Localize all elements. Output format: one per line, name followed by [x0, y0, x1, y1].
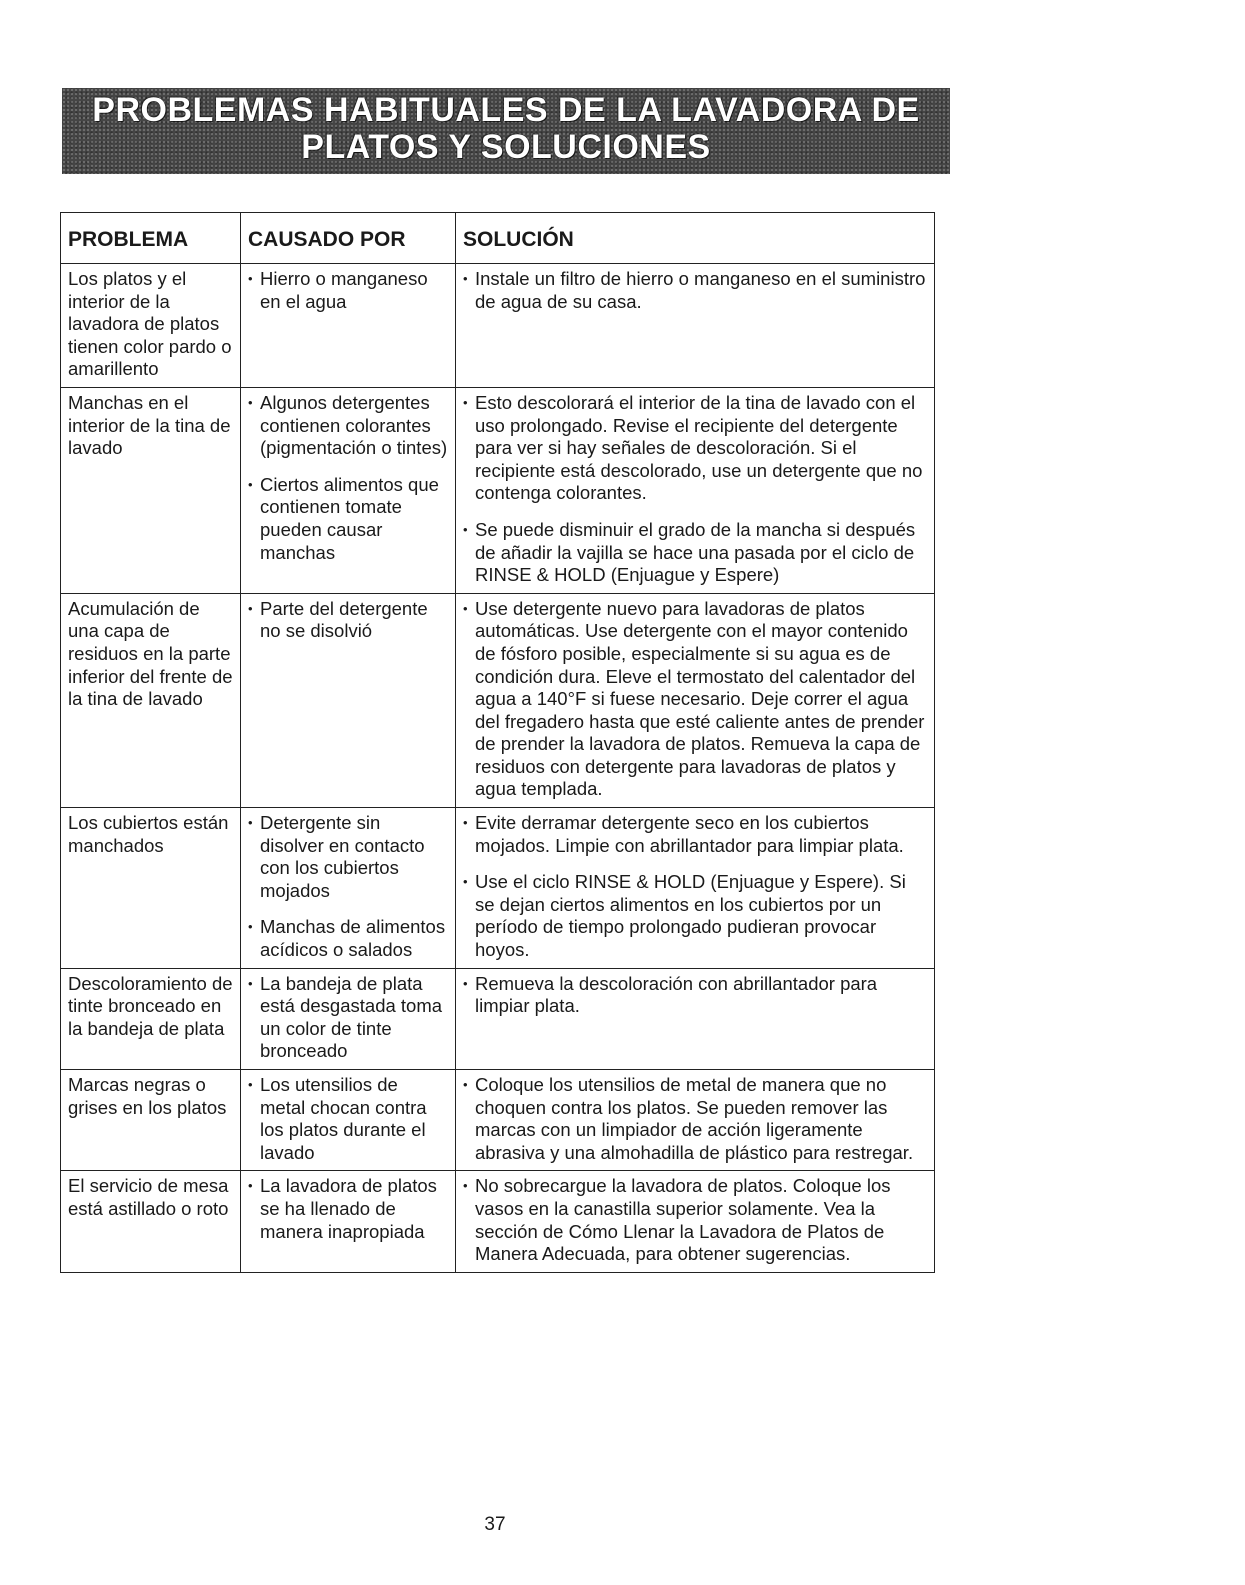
cause-text: La bandeja de plata está desgastada toma un color de tinte bronceado — [260, 972, 443, 1062]
solution-item — [463, 598, 927, 801]
cause-item — [248, 392, 448, 460]
solution-text: Remueva la descoloración con abrillantador para limpiar plata. — [475, 972, 878, 1017]
cause-item — [248, 1074, 448, 1164]
problem-cell: Manchas en el interior de la tina de lavado — [61, 387, 241, 593]
header-cause: CAUSADO POR — [241, 213, 456, 264]
cause-text: Parte del detergente no se disolvió — [260, 597, 428, 642]
solution-text: Coloque los utensilios de metal de manera que no choquen contra los platos. Se pueden remover las marcas con un limpiador de acción ligeramente abrasiva y una almohadilla de plástico para restregar. — [475, 1074, 914, 1163]
table-row — [61, 387, 935, 593]
table-row — [61, 1171, 935, 1272]
problem-cell: Los platos y el interior de la lavadora de platos tienen color pardo o amarillento — [61, 264, 241, 388]
cause-cell — [241, 1171, 456, 1272]
problem-cell: Marcas negras o grises en los platos — [61, 1070, 241, 1171]
page-number: 37 — [484, 1514, 506, 1535]
solution-item — [463, 392, 927, 505]
cause-cell — [241, 968, 456, 1069]
title-line-2: PLATOS Y SOLUCIONES — [301, 128, 711, 166]
title-banner — [62, 88, 950, 174]
solution-cell — [456, 593, 935, 807]
cause-text: La lavadora de platos se ha llenado de manera inapropiada — [260, 1175, 437, 1242]
cause-item — [248, 474, 448, 564]
solution-item — [463, 1074, 927, 1164]
bullet-icon: • — [463, 600, 468, 616]
solution-cell — [456, 968, 935, 1069]
cause-cell — [241, 593, 456, 807]
problem-cell: Descoloramiento de tinte bronceado en la bandeja de plata — [61, 968, 241, 1069]
cause-item — [248, 598, 448, 643]
bullet-icon: • — [248, 815, 253, 831]
cause-cell — [241, 1070, 456, 1171]
bullet-icon: • — [463, 975, 468, 991]
bullet-icon: • — [248, 394, 253, 410]
header-problem: PROBLEMA — [61, 213, 241, 264]
cause-cell — [241, 264, 456, 388]
table-row — [61, 593, 935, 807]
solution-text: Esto descolorará el interior de la tina de lavado con el uso prolongado. Revise el recipiente del detergente para ver si hay señales de descoloración. Si el recipiente está descolorado, use un detergente que no contenga colorantes. — [475, 391, 923, 504]
solution-text: No sobrecargue la lavadora de platos. Coloque los vasos en la canastilla superior solamente. Vea la sección de Cómo Llenar la Lavadora de Platos de Manera Adecuada, para obtener sugerencias. — [475, 1175, 891, 1265]
bullet-icon: • — [248, 476, 253, 492]
bullet-icon: • — [463, 1178, 468, 1194]
cause-text: Manchas de alimentos acídicos o salados — [260, 916, 446, 961]
solution-cell — [456, 264, 935, 388]
cause-item — [248, 973, 448, 1063]
cause-item — [248, 812, 448, 902]
cause-cell — [241, 808, 456, 969]
troubleshooting-table — [60, 212, 935, 1273]
solution-item — [463, 871, 927, 961]
solution-item — [463, 1175, 927, 1265]
bullet-icon: • — [463, 1077, 468, 1092]
cause-item — [248, 916, 448, 961]
bullet-icon: • — [463, 874, 468, 890]
solution-text: Evite derramar detergente seco en los cubiertos mojados. Limpie con abrillantador para limpiar plata. — [475, 812, 904, 856]
solution-cell — [456, 1070, 935, 1171]
table-row — [61, 1070, 935, 1171]
header-solution: SOLUCIÓN — [456, 213, 935, 264]
cause-item — [248, 268, 448, 313]
solution-item — [463, 973, 927, 1018]
bullet-icon: • — [463, 394, 468, 410]
problem-cell: El servicio de mesa está astillado o roto — [61, 1171, 241, 1272]
cause-text: Ciertos alimentos que contienen tomate pueden causar manchas — [260, 473, 439, 563]
cause-text: Detergente sin disolver en contacto con los cubiertos mojados — [260, 812, 425, 901]
cause-text: Los utensilios de metal chocan contra los platos durante el lavado — [260, 1074, 427, 1163]
solution-text: Use el ciclo RINSE & HOLD (Enjuague y Espere). Si se dejan ciertos alimentos en los cubiertos por un período de tiempo prolongado pudieran provocar hoyos. — [475, 871, 906, 961]
solution-item — [463, 812, 927, 857]
solution-cell — [456, 387, 935, 593]
solution-text: Se puede disminuir el grado de la mancha si después de añadir la vajilla se hace una pasada por el ciclo de RINSE & HOLD (Enjuague y Espere) — [475, 518, 916, 586]
problem-cell: Los cubiertos están manchados — [61, 808, 241, 969]
problem-cell: Acumulación de una capa de residuos en la parte inferior del frente de la tina de lavado — [61, 593, 241, 807]
solution-item — [463, 519, 927, 587]
bullet-icon: • — [248, 1077, 253, 1092]
bullet-icon: • — [463, 521, 468, 537]
bullet-icon: • — [248, 600, 253, 616]
cause-text: Hierro o manganeso en el agua — [260, 268, 428, 312]
bullet-icon: • — [248, 975, 253, 991]
solution-text: Use detergente nuevo para lavadoras de platos automáticas. Use detergente con el mayor contenido de fósforo posible, especialmente si su agua es de condición dura. Eleve el termostato del calentador del agua a 140°F si fuese necesario. Deje correr el agua del fregadero hasta que esté caliente antes de prender de prender la lavadora de platos. Remueva la capa de residuos con detergente para lavadoras de platos y agua templada. — [475, 597, 925, 800]
solution-cell — [456, 1171, 935, 1272]
solution-cell — [456, 808, 935, 969]
cause-item — [248, 1175, 448, 1243]
table-row — [61, 264, 935, 388]
table-header-row — [61, 213, 935, 264]
table-row — [61, 808, 935, 969]
solution-item — [463, 268, 927, 313]
bullet-icon: • — [463, 271, 468, 286]
bullet-icon: • — [248, 1178, 253, 1194]
bullet-icon: • — [248, 271, 253, 286]
cause-cell — [241, 387, 456, 593]
bullet-icon: • — [463, 815, 468, 831]
table-row — [61, 968, 935, 1069]
solution-text: Instale un filtro de hierro o manganeso en el suministro de agua de su casa. — [475, 268, 926, 312]
title-line-1: PROBLEMAS HABITUALES DE LA LAVADORA DE — [92, 91, 920, 129]
cause-text: Algunos detergentes contienen colorantes (pigmentación o tintes) — [260, 391, 448, 459]
bullet-icon: • — [248, 919, 253, 935]
